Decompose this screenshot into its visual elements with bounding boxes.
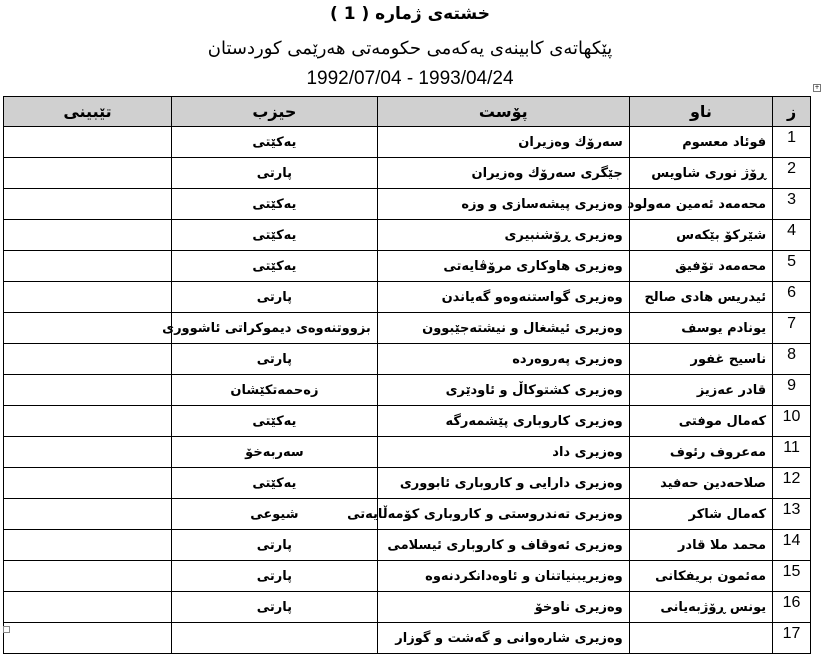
row-note [4,127,172,158]
row-number: 15 [773,561,811,592]
row-party [171,623,377,654]
row-name: مەئمون بریفکانی [629,561,772,592]
row-name: کەمال شاکر [629,499,772,530]
document-dates: 1992/07/04 - 1993/04/24 [306,68,514,89]
table-row [4,437,811,468]
row-note [4,189,172,220]
table-row [4,251,811,282]
corner-handle-icon [3,626,10,633]
row-post: وەزیریبنیاتنان و ئاوەدانکردنەوە [377,561,629,592]
row-name: ناسیح غفور [629,344,772,375]
table-row [4,313,811,344]
table-row [4,592,811,623]
row-post: وەزیری کاروباری پێشمەرگە [377,406,629,437]
row-party: پارتی [171,592,377,623]
row-number: 14 [773,530,811,561]
table-header-row [4,97,811,127]
row-number: 11 [773,437,811,468]
row-note [4,561,172,592]
table-row [4,623,811,654]
row-number: 9 [773,375,811,406]
row-note [4,406,172,437]
row-note [4,375,172,406]
row-number: 5 [773,251,811,282]
row-post: وەزیری کشتوکاڵ و ئاودێری [377,375,629,406]
row-number: 8 [773,344,811,375]
cabinet-table [3,96,811,654]
row-name: ڕۆژ نوری شاویس [629,158,772,189]
row-note [4,313,172,344]
row-post: وەزیری دارایی و کاروباری ئابووری [377,468,629,499]
row-party: شیوعی [171,499,377,530]
table-row [4,189,811,220]
row-post: وەزیری ڕۆشنبیری [377,220,629,251]
row-number: 16 [773,592,811,623]
row-name: کەمال موفتی [629,406,772,437]
table-row [4,127,811,158]
row-post: جێگری سەرۆك وەزیران [377,158,629,189]
row-name: صلاحەدین حەفید [629,468,772,499]
row-post: وەزیری پەروەردە [377,344,629,375]
row-post: وەزیری پیشەسازی و وزە [377,189,629,220]
row-party: یەكێتی [171,220,377,251]
row-name: شێرکۆ بێکەس [629,220,772,251]
row-name: محەمەد ئەمین مەولود [629,189,772,220]
row-post: وەزیری ناوخۆ [377,592,629,623]
row-note [4,437,172,468]
row-party: یەكێتی [171,127,377,158]
row-name: قادر عەزیز [629,375,772,406]
header-post: پۆست [377,97,629,127]
table-row [4,468,811,499]
row-party: زەحمەتکێشان [171,375,377,406]
row-number: 4 [773,220,811,251]
table-anchor-icon[interactable]: + [814,84,820,91]
document-title: خشتەی ژمارە ( 1 ) [330,4,490,24]
row-party: پارتی [171,158,377,189]
row-name [629,623,772,654]
row-name: ئیدریس هادی صالح [629,282,772,313]
row-party: پارتی [171,282,377,313]
row-name: مەعروف رئوف [629,437,772,468]
table-row [4,561,811,592]
row-post: وەزیری هاوکاری مرۆڤایەتی [377,251,629,282]
row-post: وەزیری داد [377,437,629,468]
row-party: سەربەخۆ [171,437,377,468]
row-number: 10 [773,406,811,437]
table-row [4,344,811,375]
row-number: 2 [773,158,811,189]
row-number: 1 [773,127,811,158]
row-note [4,220,172,251]
row-party: پارتی [171,530,377,561]
row-post: وەزیری ئیشغال و نیشتەجێبوون [377,313,629,344]
row-name: یونس ڕۆژبەیانی [629,592,772,623]
row-party: یەكێتی [171,251,377,282]
row-number: 3 [773,189,811,220]
row-note [4,499,172,530]
row-note [4,282,172,313]
row-number: 7 [773,313,811,344]
row-post: وەزیری تەندروستی و کاروباری کۆمەڵایەتی [377,499,629,530]
row-name: محەمەد تۆفیق [629,251,772,282]
row-number: 13 [773,499,811,530]
table-row [4,530,811,561]
row-party: بزووتنەوەی دیموکراتی ئاشووری [171,313,377,344]
header-note: تێبینی [4,97,172,127]
row-party: پارتی [171,344,377,375]
row-number: 17 [773,623,811,654]
row-note [4,468,172,499]
table-row [4,499,811,530]
table-row [4,220,811,251]
header-num: ز [773,97,811,127]
row-name: محمد ملا قادر [629,530,772,561]
table-row [4,158,811,189]
row-note [4,623,172,654]
header-name: ناو [629,97,772,127]
row-number: 6 [773,282,811,313]
header-party: حیزب [171,97,377,127]
row-note [4,592,172,623]
row-note [4,530,172,561]
row-party: یەكێتی [171,468,377,499]
document-subtitle: پێکهاتەی کابینەی یەکەمی حکومەتی هەرێمی کوردستان [207,38,613,59]
row-number: 12 [773,468,811,499]
row-post: وەزیری گواستنەوەو گەیاندن [377,282,629,313]
row-name: فوئاد معسوم [629,127,772,158]
row-post: وەزیری ئەوقاف و کاروباری ئیسلامی [377,530,629,561]
row-party: یەكێتی [171,189,377,220]
table-row [4,375,811,406]
row-note [4,158,172,189]
row-party: پارتی [171,561,377,592]
table-row [4,282,811,313]
row-post: وەزیری شارەوانی و گەشت و گوزار [377,623,629,654]
row-post: سەرۆك وەزیران [377,127,629,158]
row-party: یەكێتی [171,406,377,437]
row-note [4,344,172,375]
row-note [4,251,172,282]
table-row [4,406,811,437]
row-name: یونادم یوسف [629,313,772,344]
